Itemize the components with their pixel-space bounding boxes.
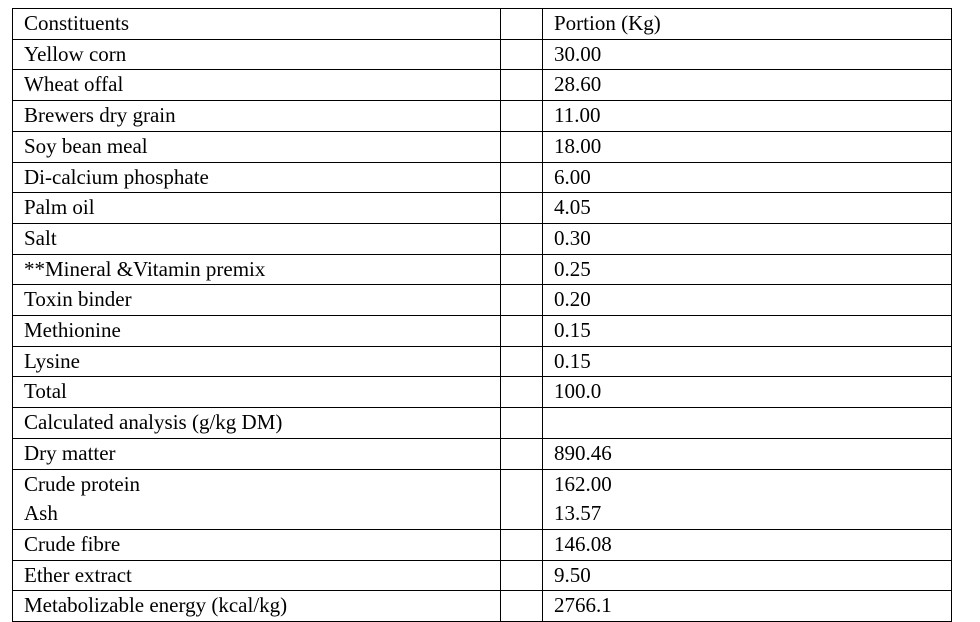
ingredient-name: Methionine [13,316,501,347]
ingredient-name: Brewers dry grain [13,101,501,132]
total-value: 100.0 [543,377,952,408]
table-header-row [13,9,952,40]
table-row [13,285,952,316]
analysis-value: 890.46 [543,438,952,469]
table-row [13,70,952,101]
ingredient-value: 4.05 [543,193,952,224]
ingredient-value: 0.30 [543,223,952,254]
ingredient-name: Yellow corn [13,39,501,70]
blank-cell [501,223,543,254]
blank-cell [501,346,543,377]
table-row [13,101,952,132]
analysis-name: Ash [24,501,58,526]
header-constituents: Constituents [13,9,501,40]
blank-cell [501,70,543,101]
table-row [13,254,952,285]
analysis-value: 13.57 [554,501,602,526]
table-row [13,591,952,622]
table-row [13,193,952,224]
feed-composition-table [12,8,952,622]
analysis-heading: Calculated analysis (g/kg DM) [13,408,501,439]
table-row [13,39,952,70]
blank-cell [501,193,543,224]
blank-cell [501,39,543,70]
table-row [13,162,952,193]
table-row [13,346,952,377]
ingredient-value: 6.00 [543,162,952,193]
total-label: Total [13,377,501,408]
table-row [13,469,952,529]
ingredient-name: Toxin binder [13,285,501,316]
blank-cell [501,377,543,408]
blank-cell [501,408,543,439]
ingredient-value: 0.15 [543,346,952,377]
total-row [13,377,952,408]
ingredient-name: Soy bean meal [13,131,501,162]
analysis-name: Crude protein [24,471,141,496]
blank-cell [501,131,543,162]
ingredient-name: Salt [13,223,501,254]
analysis-heading-row [13,408,952,439]
blank-cell [501,438,543,469]
analysis-value: 162.00 [554,471,612,496]
ingredient-value: 11.00 [543,101,952,132]
table-row [13,560,952,591]
analysis-value-cell [543,469,952,529]
table-row [13,131,952,162]
header-portion: Portion (Kg) [543,9,952,40]
ingredient-value: 30.00 [543,39,952,70]
ingredient-value: 18.00 [543,131,952,162]
blank-cell [501,254,543,285]
analysis-name: Dry matter [13,438,501,469]
analysis-name: Metabolizable energy (kcal/kg) [13,591,501,622]
ingredient-name: **Mineral &Vitamin premix [13,254,501,285]
blank-cell [501,285,543,316]
blank-cell [501,316,543,347]
ingredient-name: Wheat offal [13,70,501,101]
ingredient-value: 28.60 [543,70,952,101]
blank-cell [501,591,543,622]
ingredient-name: Palm oil [13,193,501,224]
blank-cell [501,529,543,560]
ingredient-value: 0.25 [543,254,952,285]
blank-cell [501,560,543,591]
ingredient-name: Lysine [13,346,501,377]
ingredient-value: 0.15 [543,316,952,347]
blank-cell [543,408,952,439]
table-row [13,438,952,469]
analysis-value: 2766.1 [543,591,952,622]
blank-cell [501,469,543,529]
ingredient-value: 0.20 [543,285,952,316]
table-row [13,223,952,254]
analysis-name: Crude fibre [13,529,501,560]
ingredient-name: Di-calcium phosphate [13,162,501,193]
analysis-value: 9.50 [543,560,952,591]
analysis-name-cell [13,469,501,529]
analysis-value: 146.08 [543,529,952,560]
blank-cell [501,101,543,132]
blank-cell [501,162,543,193]
table-row [13,529,952,560]
analysis-name: Ether extract [13,560,501,591]
blank-cell [501,9,543,40]
table-row [13,316,952,347]
